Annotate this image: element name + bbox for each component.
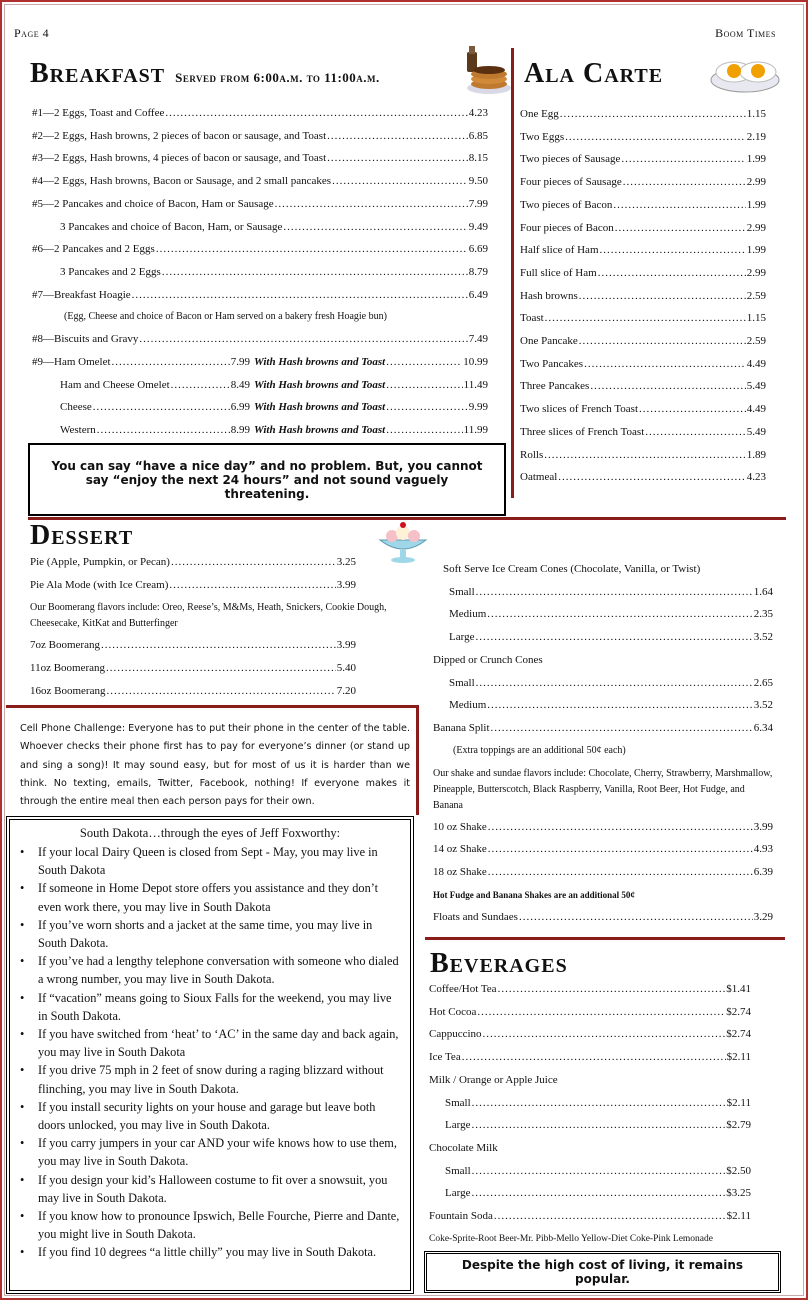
item-label: Pie Ala Mode (with Ice Cream) [30,578,169,591]
dot-leader [386,396,468,419]
menu-item-row [433,672,773,695]
item-label: Two pieces of Sausage [520,153,621,166]
menu-item-row [429,1092,751,1115]
item-label: 3 Pancakes and choice of Bacon, Ham, or Sausage [60,220,283,233]
dot-leader [139,328,467,351]
dot-leader [106,680,335,703]
dot-leader [93,396,230,419]
page-number: Page 4 [14,26,50,40]
item-label: #6—2 Pancakes and 2 Eggs [32,243,155,256]
dot-leader [106,657,336,680]
soda-list: Coke-Sprite-Root Beer-Mr. Pibb-Mello Yellow-Diet Coke-Pink Lemonade [429,1233,713,1244]
foxworthy-item: • If someone in Home Depot store offers you assistance and they don’t even work there, you may live in South Dakota [16,879,404,915]
item-price: 9.50 [468,175,488,188]
menu-item-row [520,353,766,376]
item-label: Ice Tea [429,1051,461,1064]
milk-title: Milk / Orange or Apple Juice [429,1073,558,1086]
foxworthy-item: • If you have switched from ‘heat’ to ‘AC’ in the same day and back again, you may live in South Dakota [16,1025,404,1061]
dot-leader [162,261,468,284]
menu-item-row [429,1182,751,1205]
menu-item-row [32,328,488,351]
item-price: 1.99 [746,198,766,211]
dot-leader [471,1182,725,1205]
menu-item-row [520,239,766,262]
item-label: Half slice of Ham [520,244,599,257]
beverages-list [429,978,751,1250]
menu-item-row [520,103,766,126]
dot-leader [386,374,462,397]
menu-item-row [429,978,751,1001]
item-label: Four pieces of Sausage [520,176,622,189]
dot-leader [584,353,746,376]
item-label: Two Eggs [520,130,565,143]
menu-item-row [433,816,773,839]
item-label: Toast [520,312,544,325]
item-label: Hot Cocoa [429,1005,477,1018]
menu-item-row [520,307,766,330]
dot-leader [332,170,468,193]
omelet-row [32,396,488,419]
item-label: Small [449,676,475,689]
item-price: 2.35 [753,608,773,621]
dot-leader [488,838,753,861]
menu-item-row [520,375,766,398]
item-price: 6.49 [468,288,488,301]
dessert-title: Dessert [30,520,134,551]
item-label: 3 Pancakes and 2 Eggs [60,265,161,278]
item-price: 8.79 [468,265,488,278]
item-price: 5.49 [746,380,766,393]
menu-item-row [32,102,488,125]
dot-leader [560,103,746,126]
ala-carte-list [520,103,766,489]
dot-leader [283,216,467,239]
pancake-stack-icon [457,42,513,98]
dot-leader [488,861,753,884]
menu-item-row [520,398,766,421]
menu-item-row [520,126,766,149]
foxworthy-item: • If you’ve worn shorts and a jacket at the same time, you may live in South Dakota. [16,916,404,952]
item-price: 4.93 [753,843,773,856]
item-price: 7.49 [468,333,488,346]
breakfast-heading: Breakfast [30,58,166,89]
dot-leader [558,466,745,489]
menu-item-row [433,694,773,717]
banana-split-row: Banana Split ..... 6.34 [433,717,773,740]
dipped-title: Dipped or Crunch Cones [433,653,543,666]
dot-leader [623,171,746,194]
menu-item-row [30,634,356,657]
item-price: 3.25 [336,556,356,568]
foxworthy-item: • If you carry jumpers in your car AND your wife knows how to use them, you may live in South Dakota. [16,1134,404,1170]
omelet-price: 8.49 [230,378,250,391]
menu-item-row [30,657,356,680]
menu-item-row [520,285,766,308]
omelet-with-label: With Hash browns and Toast [254,401,386,414]
item-label: 14 oz Shake [433,843,487,856]
foxworthy-item: • If “vacation” means going to Sioux Falls for the weekend, you may live in South Dakota. [16,989,404,1025]
item-price: $2.11 [726,1096,751,1109]
menu-item-row [32,170,488,193]
omelet-with-label: With Hash browns and Toast [254,424,386,437]
menu-item-row [433,603,773,626]
dot-leader [171,374,230,397]
menu-item-row [429,1160,751,1183]
item-label: One Egg [520,108,559,120]
item-label: Two pieces of Bacon [520,198,613,211]
omelet-with-price: 9.99 [468,401,488,414]
item-label: Medium [449,608,487,621]
fudge-note: Hot Fudge and Banana Shakes are an additional 50¢ [433,889,635,900]
item-price: 4.49 [746,403,766,416]
menu-item-row [32,125,488,148]
breakfast-quote: You can say “have a nice day” and no problem. But, you cannot say “enjoy the next 24 hours” and not sound vaguely threatening. [51,458,483,501]
omelet-with-label: With Hash browns and Toast [254,356,386,369]
dessert-left-list [30,551,387,703]
omelet-row [32,419,488,442]
dot-leader [165,102,467,125]
dot-leader [156,238,468,261]
dot-leader [498,978,726,1001]
dot-leader [565,126,746,149]
beverages-quote-box [424,1251,781,1293]
item-label: Cappuccino [429,1028,482,1041]
dot-leader [487,694,752,717]
item-price: 2.99 [746,176,766,189]
item-price: 7.99 [468,197,488,210]
item-label: #5—2 Pancakes and choice of Bacon, Ham or Sausage [32,197,274,210]
omelet-label: Cheese [60,401,92,414]
omelet-label: Ham and Cheese Omelet [60,378,170,391]
item-price: 5.40 [336,662,356,675]
dot-leader [639,398,746,421]
foxworthy-item: • If you drive 75 mph in 2 feet of snow during a raging blizzard without flinching, you may live in South Dakota. [16,1061,404,1097]
breakfast-title [30,58,380,90]
item-price: $2.74 [726,1005,751,1018]
omelet-with-price: 10.99 [463,356,488,369]
foxworthy-item: • If you know how to pronounce Ipswich, Belle Fourche, Pierre and Dante, you might live in South Dakota. [16,1207,404,1243]
cell-divider [416,705,419,815]
section-divider-beverages [425,937,785,940]
item-price: 3.52 [753,699,773,712]
item-label: #1—2 Eggs, Toast and Coffee [32,107,165,119]
item-label: Three Pancakes [520,380,590,393]
item-label: #4—2 Eggs, Hash browns, Bacon or Sausage, and 2 small pancakes [32,175,332,188]
menu-item-row [32,216,488,239]
item-label: Rolls [520,448,544,461]
dot-leader [488,816,753,839]
omelet-with-label: With Hash browns and Toast [254,378,386,391]
item-label: Oatmeal [520,471,558,484]
item-price: 3.99 [336,639,356,652]
item-price: 4.23 [746,471,766,484]
item-price: 2.65 [753,676,773,689]
item-label: 18 oz Shake [433,866,487,879]
dot-leader [475,626,752,649]
menu-item-row [433,581,773,604]
dot-leader [171,551,336,574]
dot-leader [600,239,746,262]
sundae-icon [376,518,430,566]
menu-item-row [520,330,766,353]
item-price: 1.15 [746,108,766,120]
breakfast-quote-box [28,443,506,516]
dot-leader [645,421,745,444]
item-price: 6.39 [753,866,773,879]
item-label: Two slices of French Toast [520,403,639,416]
item-label: Four pieces of Bacon [520,221,614,234]
item-price: 5.49 [746,425,766,438]
menu-item-row [433,838,773,861]
item-label: Large [445,1187,471,1200]
menu-item-row [429,1023,751,1046]
item-label: One Pancake [520,335,578,348]
beverages-quote: Despite the high cost of living, it remains popular. [461,1258,744,1286]
menu-item-row [520,194,766,217]
item-price: 2.99 [746,221,766,234]
item-price: 4.23 [468,107,488,119]
beverages-title: Beverages [430,948,568,979]
floats-row: Floats and Sundaes ..... 3.29 [433,906,773,929]
chocolate-milk-title: Chocolate Milk [429,1141,498,1154]
foxworthy-box [6,816,414,1294]
item-price: 1.99 [746,153,766,166]
item-label: Full slice of Ham [520,266,597,279]
item-price: 6.69 [468,243,488,256]
item-label: 16oz Boomerang [30,684,106,697]
item-price: $1.41 [726,983,751,995]
item-label: Hash browns [520,289,578,302]
item-label: #3—2 Eggs, Hash browns, 4 pieces of bacon or sausage, and Toast [32,152,327,165]
item-label: Small [445,1096,471,1109]
dot-leader [101,634,336,657]
item-price: 2.99 [746,266,766,279]
menu-item-row [429,1046,751,1069]
menu-item-row [520,148,766,171]
dot-leader [327,147,468,170]
item-price: $2.79 [726,1119,751,1132]
menu-item-row [429,1114,751,1137]
item-label: #7—Breakfast Hoagie [32,288,131,301]
dot-leader [462,1046,726,1069]
item-label: Three slices of French Toast [520,425,645,438]
menu-item-row [30,551,356,574]
dot-leader [590,375,745,398]
dessert-right-list [433,558,773,928]
dot-leader [132,284,468,307]
menu-item-row [429,1001,751,1024]
dot-leader [598,262,746,285]
item-label: Small [449,585,475,598]
menu-item-row [433,861,773,884]
item-price: $2.74 [726,1028,751,1041]
foxworthy-heading: South Dakota…through the eyes of Jeff Foxworthy: [79,826,341,840]
item-price: 3.99 [336,578,356,591]
foxworthy-item: • If you install security lights on your house and garage but leave both doors unlocked, you may live in South Dakota. [16,1098,404,1134]
item-label: #8—Biscuits and Gravy [32,333,139,346]
foxworthy-list [16,843,404,1262]
dot-leader [621,148,745,171]
omelet-price: 6.99 [230,401,250,414]
dot-leader [579,330,746,353]
omelet-price: 7.99 [230,356,250,369]
menu-item-row [32,238,488,261]
menu-item-row [520,466,766,489]
item-price: $3.25 [726,1187,751,1200]
item-label: 10 oz Shake [433,820,487,833]
menu-item-row [520,262,766,285]
item-label: Medium [449,699,487,712]
item-label: Pie (Apple, Pumpkin, or Pecan) [30,556,170,568]
foxworthy-item: • If your local Dairy Queen is closed from Sept - May, you may live in South Dakota [16,843,404,879]
dot-leader [487,603,752,626]
dot-leader [275,193,468,216]
dot-leader [386,351,462,374]
fried-eggs-icon [708,54,782,94]
menu-item-row [30,680,356,703]
item-price: 1.99 [746,244,766,257]
dot-leader [579,285,746,308]
dot-leader [97,419,230,442]
cones-title: Soft Serve Ice Cream Cones (Chocolate, Vanilla, or Twist) [443,563,701,575]
item-price: 1.15 [746,312,766,325]
item-label: Coffee/Hot Tea [429,983,497,995]
dot-leader [472,1092,726,1115]
item-price: $2.11 [726,1051,751,1064]
fountain-soda-row: Fountain Soda ..... $2.11 [429,1205,751,1228]
item-label: #2—2 Eggs, Hash browns, 2 pieces of bacon or sausage, and Toast [32,129,327,142]
cell-phone-challenge: Cell Phone Challenge: Everyone has to put their phone in the center of the table. Whoever checks their phone first has to pay for everyone’s dinner (or stand up and sing a song)! It may sound easy, but for most of us it is harder than we think. No texting, emails, Twitter, Facebook, nothing! If everyone makes it through the entire meal then each person pays for their own. [20,723,410,808]
shake-flavors: Our shake and sundae flavors include: Chocolate, Cherry, Strawberry, Marshmallow, Pineapple, Butterscotch, Black Raspberry, Vanilla, Root Beer, Hot Fudge, and Banana [433,767,773,811]
item-label: Small [445,1164,471,1177]
section-divider-cell [6,705,417,708]
dot-leader [169,574,335,597]
omelet-label: Western [60,424,96,437]
item-price: 2.59 [746,335,766,348]
menu-item-row [433,626,773,649]
dot-leader [472,1160,726,1183]
dot-leader [112,351,230,374]
dot-leader [544,444,746,467]
foxworthy-item: • If you’ve had a lengthy telephone conversation with someone who dialed a wrong number, you may live in South Dakota. [16,952,404,988]
omelet-with-price: 11.49 [463,378,488,391]
menu-item-row [520,171,766,194]
item-price: 3.52 [753,631,773,644]
dot-leader [476,672,753,695]
item-price: 9.49 [468,220,488,233]
publication-name: Boom Times [715,26,776,40]
item-price: 6.85 [468,129,488,142]
dot-leader [386,419,462,442]
dot-leader [476,581,753,604]
breakfast-hours: Served from 6:00a.m. to 11:00a.m. [175,70,380,85]
item-price: 1.64 [753,585,773,598]
menu-item-row [32,147,488,170]
omelet-price: 8.99 [230,424,250,437]
item-price: 7.20 [336,684,356,697]
boomerang-flavors: Our Boomerang flavors include: Oreo, Reese’s, M&Ms, Heath, Snickers, Cookie Dough, Cheesecake, KitKat and Butterfinger [30,602,387,630]
item-price: $2.50 [726,1164,751,1177]
breakfast-list [32,102,488,442]
item-price: 2.19 [746,130,766,143]
item-label: Large [445,1119,471,1132]
column-divider [511,48,514,498]
item-label: Large [449,631,475,644]
menu-item-row [32,261,488,284]
menu-item-row [32,193,488,216]
dot-leader [615,217,746,240]
foxworthy-item: • If you design your kid’s Halloween costume to fit over a snowsuit, you may live in South Dakota. [16,1171,404,1207]
omelet-label: #9—Ham Omelet [32,356,111,369]
omelet-row [32,374,488,397]
item-price: 8.15 [468,152,488,165]
item-price: 2.59 [746,289,766,302]
ala-carte-title: Ala Carte [524,58,664,89]
omelet-with-price: 11.99 [463,424,488,437]
item-label: Two Pancakes [520,357,584,370]
item-price: 3.99 [753,820,773,833]
foxworthy-item: • If you find 10 degrees “a little chilly” you may live in South Dakota. [16,1243,404,1261]
item-label: 11oz Boomerang [30,662,106,675]
item-label: 7oz Boomerang [30,639,100,652]
menu-item-row [520,421,766,444]
dot-leader [483,1023,726,1046]
dot-leader [613,194,745,217]
item-price: 1.89 [746,448,766,461]
menu-item-row [520,217,766,240]
dot-leader [471,1114,725,1137]
hoagie-note: (Egg, Cheese and choice of Bacon or Ham served on a bakery fresh Hoagie bun) [64,311,387,323]
dot-leader [477,1001,725,1024]
menu-item-row [30,574,356,597]
dot-leader [545,307,746,330]
menu-item-row [520,444,766,467]
toppings-note: (Extra toppings are an additional 50¢ each) [453,744,626,756]
item-price: 4.49 [746,357,766,370]
dot-leader [327,125,468,148]
omelet-row [32,351,488,374]
menu-item-row [32,284,488,307]
